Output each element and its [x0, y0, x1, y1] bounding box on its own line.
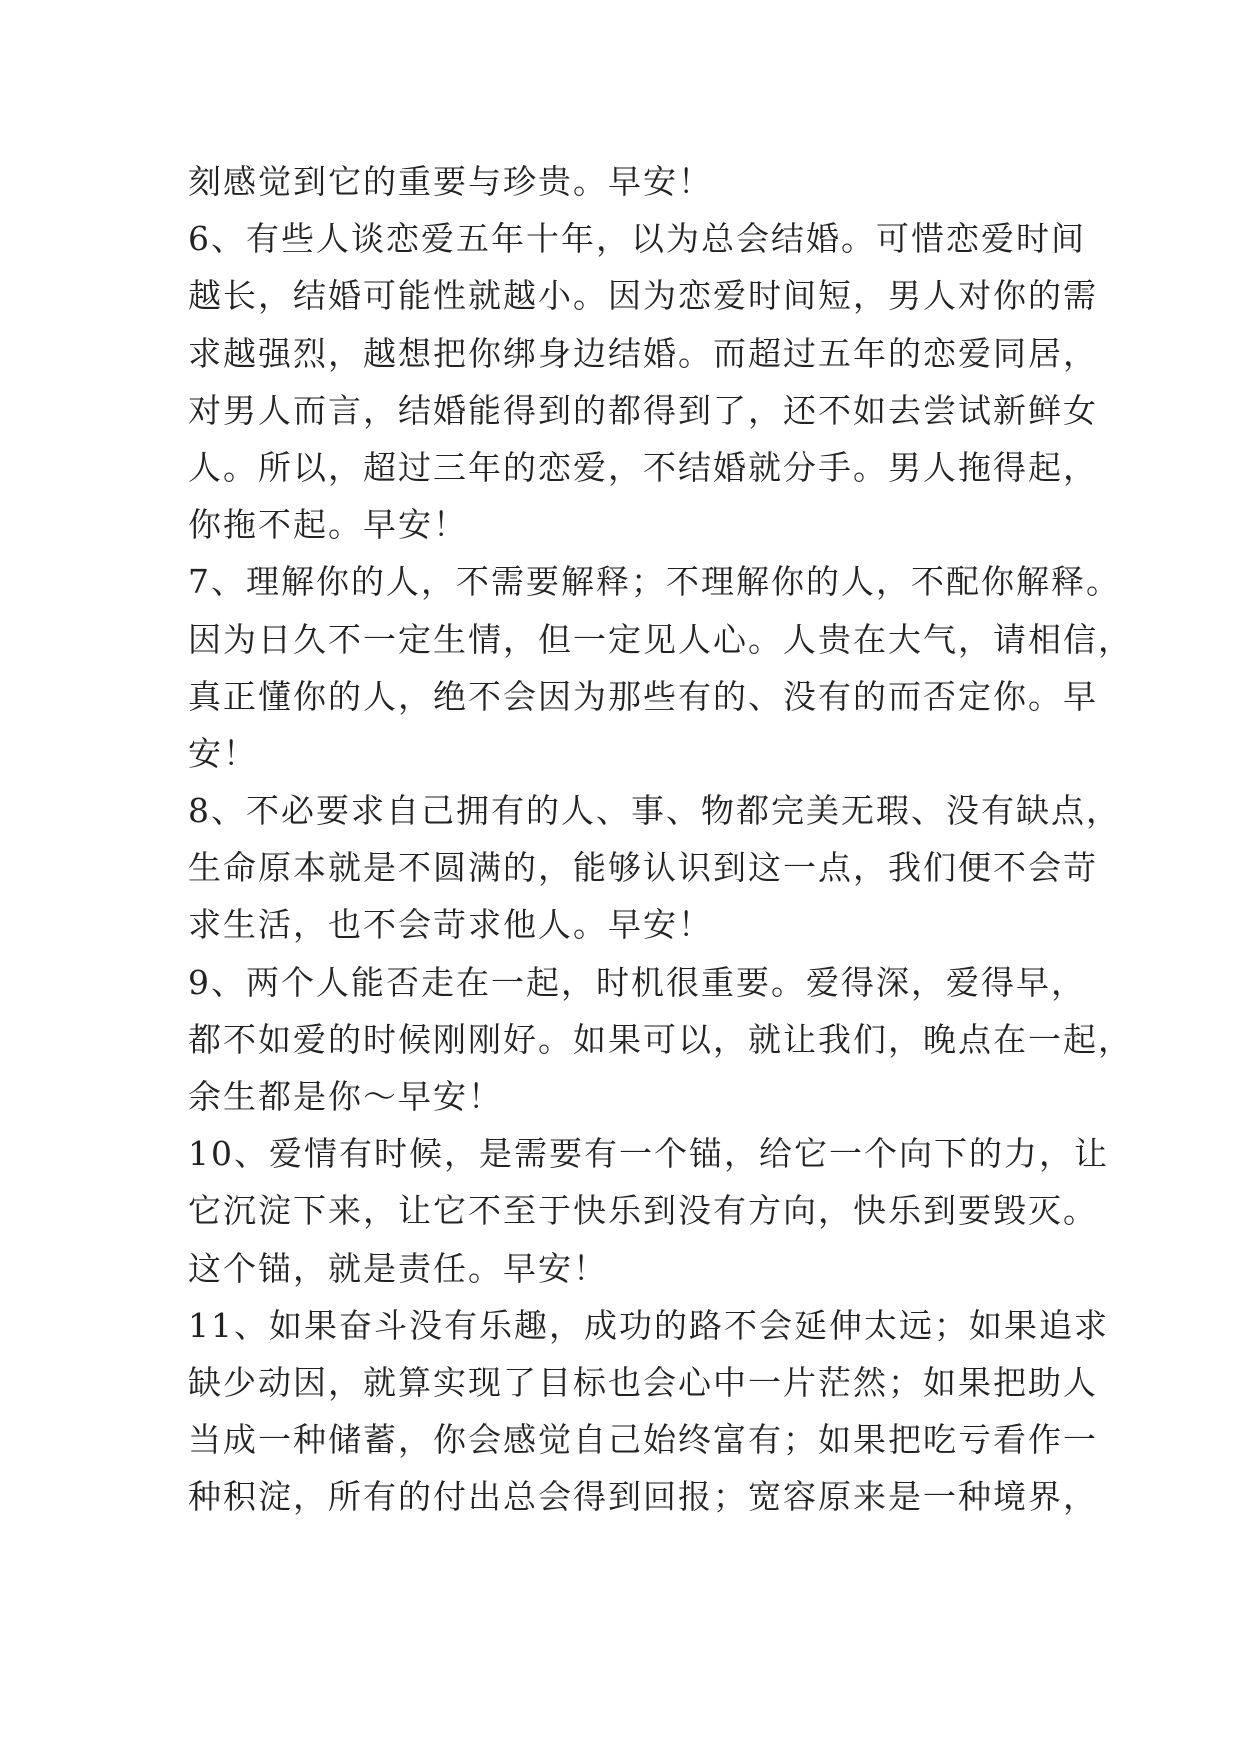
text-line: 对男人而言，结婚能得到的都得到了，还不如去尝试新鲜女: [188, 390, 1098, 430]
text-line: 种积淀，所有的付出总会得到回报；宽容原来是一种境界，: [188, 1477, 1098, 1517]
text-line: 9、两个人能否走在一起，时机很重要。爱得深，爱得早，: [188, 962, 1086, 1002]
text-line: 7、理解你的人，不需要解释；不理解你的人，不配你解释。: [188, 562, 1121, 602]
text-line: 越长，结婚可能性就越小。因为恋爱时间短，男人对你的需: [188, 276, 1098, 316]
text-line: 求越强烈，越想把你绑身边结婚。而超过五年的恋爱同居，: [188, 333, 1098, 373]
text-line: 10、爱情有时候，是需要有一个锚，给它一个向下的力，让: [188, 1134, 1109, 1174]
text-line: 这个锚，就是责任。早安！: [188, 1248, 608, 1288]
text-line: 人。所以，超过三年的恋爱，不结婚就分手。男人拖得起，: [188, 447, 1098, 487]
text-line: 当成一种储蓄，你会感觉自己始终富有；如果把吃亏看作一: [188, 1420, 1098, 1460]
text-line: 缺少动因，就算实现了目标也会心中一片茫然；如果把助人: [188, 1362, 1098, 1402]
text-line: 安！: [188, 733, 258, 773]
text-line: 11、如果奋斗没有乐趣，成功的路不会延伸太远；如果追求: [188, 1305, 1109, 1345]
text-line: 余生都是你～早安！: [188, 1077, 503, 1116]
document-body: [188, 153, 1133, 1526]
text-line: 都不如爱的时候刚刚好。如果可以，就让我们，晚点在一起，: [188, 1019, 1133, 1059]
text-line: 8、不必要求自己拥有的人、事、物都完美无瑕、没有缺点，: [188, 791, 1121, 831]
text-line: 因为日久不一定生情，但一定见人心。人贵在大气，请相信，: [188, 619, 1133, 659]
text-line: 生命原本就是不圆满的，能够认识到这一点，我们便不会苛: [188, 848, 1098, 888]
text-line: 求生活，也不会苛求他人。早安！: [188, 905, 713, 945]
text-line: 刻感觉到它的重要与珍贵。早安！: [188, 162, 713, 201]
text-line: 你拖不起。早安！: [188, 505, 468, 545]
text-line: 真正懂你的人，绝不会因为那些有的、没有的而否定你。早: [188, 676, 1098, 716]
text-line: 6、有些人谈恋爱五年十年，以为总会结婚。可惜恋爱时间: [188, 219, 1086, 259]
text-line: 它沉淀下来，让它不至于快乐到没有方向，快乐到要毁灭。: [188, 1191, 1098, 1231]
